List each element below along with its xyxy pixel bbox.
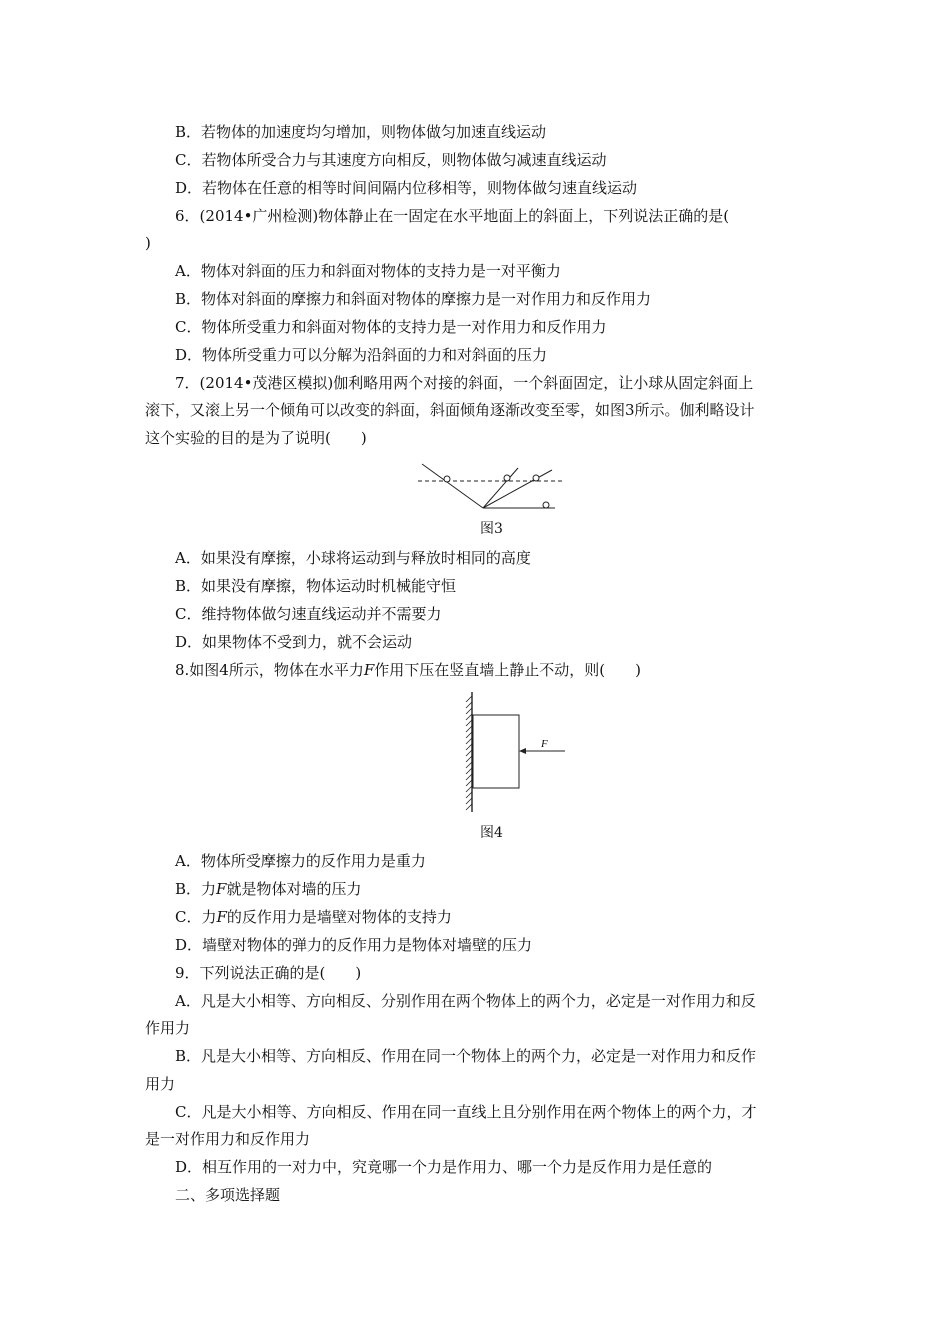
- q8-option-c: [175, 907, 452, 927]
- q8-option-b-variable: F: [216, 880, 227, 898]
- q8-option-c-text-end: 的反作用力是墙壁对物体的支持力: [226, 908, 452, 926]
- q7-option-b: B．如果没有摩擦，物体运动时机械能守恒: [175, 577, 457, 595]
- figure-3-inclined-planes-diagram: [410, 460, 580, 520]
- section-heading-multiple-choice: 二、多项选择题: [175, 1186, 281, 1204]
- q9-option-b-line2: 用力: [145, 1075, 176, 1093]
- q7-stem-line3: 这个实验的目的是为了说明( ): [145, 429, 367, 447]
- q7-stem-line1: 7．(2014•茂港区模拟)伽利略用两个对接的斜面，一个斜面固定，让小球从固定斜面上: [175, 374, 754, 392]
- ball-medium: [533, 475, 539, 481]
- q7-option-a: A．如果没有摩擦，小球将运动到与释放时相同的高度: [175, 549, 531, 567]
- q7-stem-line2: 滚下，又滚上另一个倾角可以改变的斜面，斜面倾角逐渐改变至零，如图3所示。伽利略设计: [145, 401, 755, 419]
- q8-option-d: D．墙壁对物体的弹力的反作用力是物体对墙壁的压力: [175, 936, 533, 954]
- q8-option-c-text: C．力: [175, 908, 217, 926]
- q8-option-a: A．物体所受摩擦力的反作用力是重力: [175, 852, 426, 870]
- force-label: F: [541, 738, 548, 750]
- ball-steep: [504, 475, 510, 481]
- figure-4-caption: 图4: [480, 825, 503, 841]
- q5-option-c: C．若物体所受合力与其速度方向相反，则物体做匀减速直线运动: [175, 151, 607, 169]
- q9-stem: 9．下列说法正确的是( ): [175, 964, 362, 982]
- q8-option-c-variable: F: [216, 908, 227, 926]
- q8-option-b: [175, 879, 361, 899]
- ball-start: [444, 476, 450, 482]
- block: [473, 715, 519, 788]
- q9-option-a-line2: 作用力: [145, 1019, 191, 1037]
- q6-stem-line1: 6．(2014•广州检测)物体静止在一固定在水平地面上的斜面上，下列说法正确的是(: [175, 207, 730, 225]
- q8-stem-variable: F: [363, 661, 375, 679]
- q8-option-b-text-end: 就是物体对墙的压力: [226, 880, 362, 898]
- q8-option-b-text: B．力: [175, 880, 217, 898]
- q8-stem: [175, 660, 641, 680]
- figure-4-wall-block-diagram: [455, 690, 575, 815]
- q7-option-c: C．维持物体做匀速直线运动并不需要力: [175, 605, 442, 623]
- force-arrow-head: [519, 748, 526, 754]
- q6-stem-line2: ): [145, 234, 151, 252]
- ball-flat: [543, 502, 549, 508]
- q9-option-a-line1: A．凡是大小相等、方向相反、分别作用在两个物体上的两个力，必定是一对作用力和反: [175, 992, 756, 1010]
- q9-option-c-line2: 是一对作用力和反作用力: [145, 1130, 311, 1148]
- q6-option-a: A．物体对斜面的压力和斜面对物体的支持力是一对平衡力: [175, 262, 561, 280]
- incline-medium: [483, 470, 552, 508]
- q9-option-b-line1: B．凡是大小相等、方向相反、作用在同一个物体上的两个力，必定是一对作用力和反作: [175, 1047, 757, 1065]
- q8-stem-text-end: 作用下压在竖直墙上静止不动，则( ): [374, 661, 641, 679]
- q6-option-d: D．物体所受重力可以分解为沿斜面的力和对斜面的压力: [175, 346, 548, 364]
- q6-option-c: C．物体所受重力和斜面对物体的支持力是一对作用力和反作用力: [175, 318, 607, 336]
- q8-stem-text: 8.如图4所示，物体在水平力: [175, 661, 364, 679]
- q5-option-b: B．若物体的加速度均匀增加，则物体做匀加速直线运动: [175, 123, 547, 141]
- q6-option-b: B．物体对斜面的摩擦力和斜面对物体的摩擦力是一对作用力和反作用力: [175, 290, 652, 308]
- fixed-incline: [422, 464, 483, 508]
- q7-option-d: D．如果物体不受到力，就不会运动: [175, 633, 413, 651]
- incline-steep: [483, 468, 518, 508]
- q5-option-d: D．若物体在任意的相等时间间隔内位移相等，则物体做匀速直线运动: [175, 179, 638, 197]
- q9-option-d: D．相互作用的一对力中，究竟哪一个力是作用力、哪一个力是反作用力是任意的: [175, 1158, 713, 1176]
- figure-3-caption: 图3: [480, 521, 503, 537]
- q9-option-c-line1: C．凡是大小相等、方向相反、作用在同一直线上且分别作用在两个物体上的两个力，才: [175, 1103, 757, 1121]
- wall-hatching: [466, 696, 472, 810]
